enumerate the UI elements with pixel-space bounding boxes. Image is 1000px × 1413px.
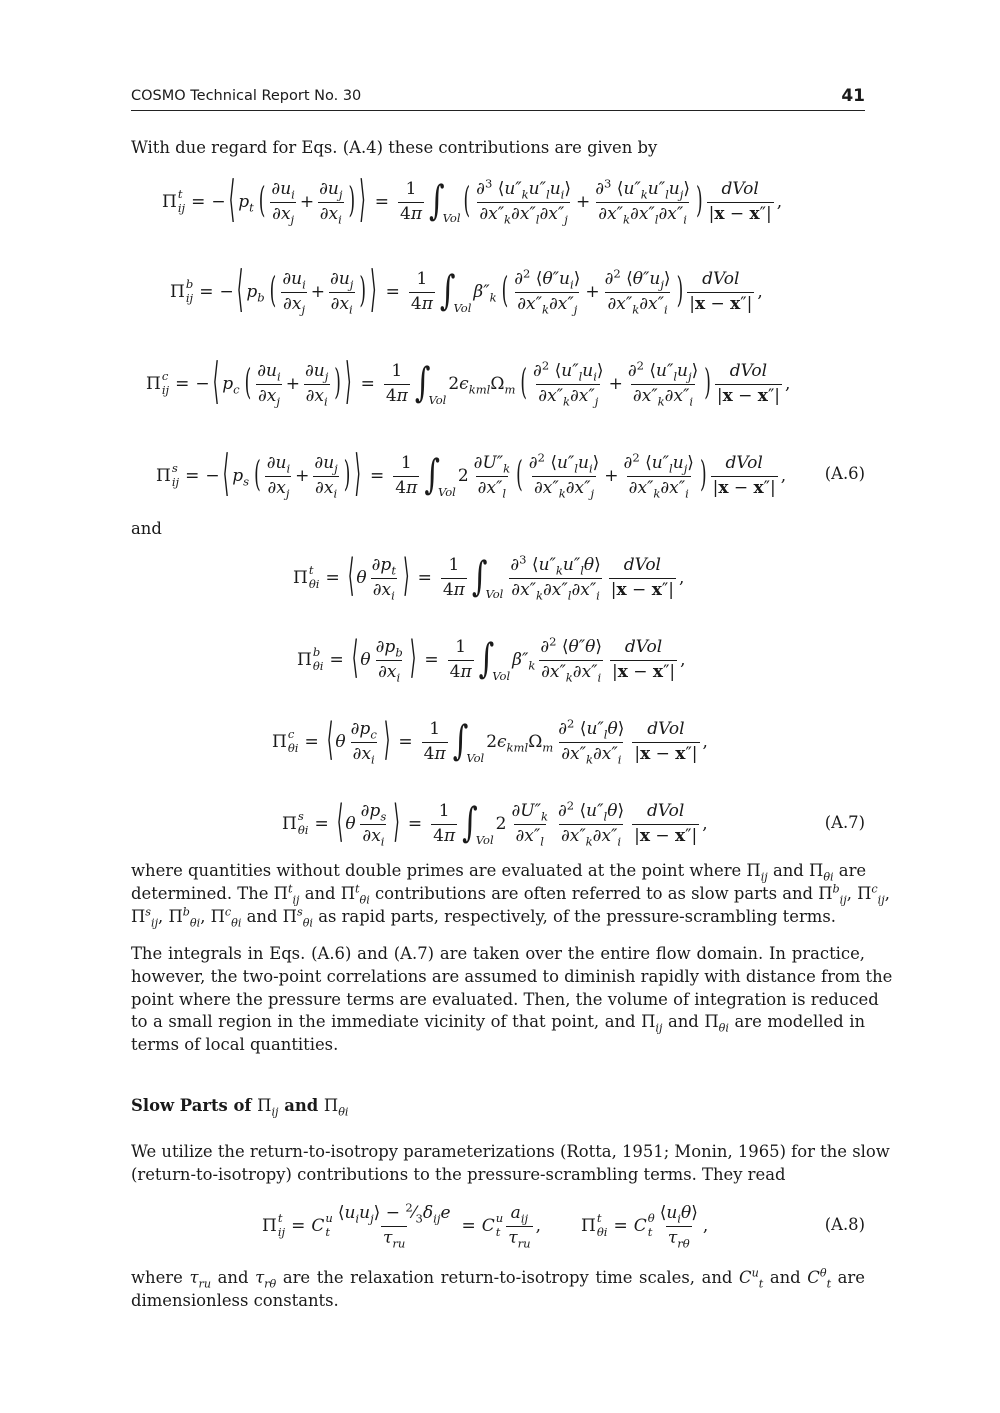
equation-number-a6: (A.6): [824, 464, 865, 483]
report-title: COSMO Technical Report No. 30: [131, 88, 362, 104]
para2-line2: however, the two-point correlations are assumed to diminish rapidly with distance from the: [131, 966, 893, 986]
connector-text: and: [131, 519, 162, 538]
equation-pi-t-theta-i: Π t θi = ⟨ θ $\partial p_t$ $\partial x_i$ ⟩ = $\frac{1}{4\pi}$ ∫ Vol ∂$^3$ $⟨u''_ku''_l\theta⟩$ $\partial x''_k\partial x''_l\partial x''_i$ dVol |x − x″| ,: [293, 550, 685, 603]
running-header: [131, 86, 865, 111]
intro-text: With due regard for Eqs. (A.4) these contributions are given by: [131, 138, 658, 157]
para3-line2: (return-to-isotropy) contributions to the pressure-scrambling terms. They read: [131, 1164, 786, 1184]
para1-line2: determined. The Π: [131, 883, 288, 903]
equation-pi-s-ij: Π s ij = − ⟨ $p_s$ ( $\partial u_i$ $\partial x_j$ + $\frac{\partial u_j}{\partial x_i}$ ) ⟩ = $\frac{1}{4\pi}$ ∫ Vol 2 $\partial U''_k$ $\partial x''_l$ ( ∂$^2$ $⟨u''_lu_i⟩$ $\partial x''_k\partial x''_j$ + ∂$^2$ $⟨u''_lu_j⟩$ $\partial x''_k\partial x''_i$ ) dVol |x − x″| ,: [156, 445, 787, 504]
section-heading: Slow Parts of $\Pi_{ij}$ and $\Pi_{\theta i}$: [131, 1096, 349, 1119]
equation-pi-c-ij: Π c ij = − ⟨ $p_c$ ( $\partial u_i$ $\partial x_j$ + $\frac{\partial u_j}{\partial x_i}$ ) ⟩ = $\frac{1}{4\pi}$ ∫ Vol $2\epsilon_{kml}\Omega_m$ ( ∂$^2$ $⟨u''_lu_i⟩$ $\partial x''_k\partial x''_j$ + ∂$^2$ $⟨u''_lu_j⟩$ $\partial x''_k\partial x''_i$ ) dVol |x − x″| ,: [146, 353, 791, 412]
equation-number-a7: (A.7): [824, 813, 865, 832]
equation-pi-b-ij: Π b ij = − ⟨ $p_b$ ( $\partial u_i$ $\partial x_j$ + $\frac{\partial u_j}{\partial x_i}$ ) ⟩ = $\frac{1}{4\pi}$ ∫ Vol $\beta''_k$ ( ∂$^2$ $⟨\theta''u_i⟩$ $\partial x''_k\partial x''_j$ + $\frac{\partial^2 ⟨\theta''u_j⟩}{\partial x''_k\partial x''_i}$ ) dVol |x − x″| ,: [170, 261, 763, 320]
para1-line1: where quantities without double primes are evaluated at the point where Π: [131, 861, 761, 880]
paragraph-integrals: The integrals in Eqs. (A.6) and (A.7) are taken over the entire flow domain. In practice, however, the two-point correlations are assumed to diminish rapidly with distance from the point where the pressure terms are evaluated. Then, the volume of integration is reduced to a small region in the immediate vicinity of that point, and $\Pi_{ij}$ and $\Pi_{\theta i}$ are modelled in terms of local quantities.: [131, 943, 865, 1057]
para2-line1: The integrals in Eqs. (A.6) and (A.7) are taken over the entire flow domain. In practice,: [131, 944, 865, 963]
equation-pi-c-theta-i: Π c θi = ⟨ θ $\partial p_c$ $\partial x_i$ ⟩ = $\frac{1}{4\pi}$ ∫ Vol $2\epsilon_{kml}\Omega_m$ ∂$^2$ $⟨u''_l\theta⟩$ $\partial x''_k\partial x''_i$ dVol |x − x″| ,: [272, 714, 708, 767]
paragraph-evaluation-point: where quantities without double primes are evaluated at the point where $\Pi_{ij}$ and $\Pi_{\theta i}$ are determined. The $\Pi^t_{ij}$ and $\Pi^t_{\theta i}$ contributions are often referred to as slow parts and $\Pi^b_{ij}$, $\Pi^c_{ij}$, $\Pi^s_{ij}$, $\Pi^b_{\theta i}$, $\Pi^c_{\theta i}$ and $\Pi^s_{\theta i}$ as rapid parts, respectively, of the pressure-scrambling terms.: [131, 861, 890, 929]
para1-line3: Π: [131, 906, 146, 926]
equation-pi-s-theta-i: Π s θi = ⟨ θ $\partial p_s$ $\partial x_i$ ⟩ = $\frac{1}{4\pi}$ ∫ Vol 2 $\partial U''_k$ $\partial x''_l$ ∂$^2$ $⟨u''_l\theta⟩$ $\partial x''_k\partial x''_i$ dVol |x − x″| ,: [282, 796, 708, 849]
para4-middle: are the relaxation return-to-isotropy time scales, and: [282, 1268, 733, 1287]
paragraph-time-scales: where $\tau_{ru}$ and $\tau_{r\theta}$ are the relaxation return-to-isotropy time scales, and $C^u_t$ and $C^\theta_t$ are dimensionless constants.: [131, 1267, 865, 1313]
equation-a8: Π t ij = C u t $⟨u_iu_j⟩$ − $^2⁄_3\delta_{ij}e$ $\tau_{ru}$ = C u t $a_{ij}$ $\tau_{ru}$ , Π t θi = C θ t $⟨u_i\theta⟩$ $\tau_{r\theta}$ ,: [262, 1200, 709, 1250]
para3-line1: We utilize the return-to-isotropy parameterizations (Rotta, 1951; Monin, 1965) for the slow: [131, 1142, 890, 1161]
para4-line2: dimensionless constants.: [131, 1290, 339, 1310]
para2-line3: point where the pressure terms are evaluated. Then, the volume of integration is reduced: [131, 989, 879, 1009]
equation-pi-t-ij: Π t ij = − ⟨ $p_t$ ( $\partial u_i$ $\partial x_j$ + $\frac{\partial u_j}{\partial x_i}$ ) ⟩ = $\frac{1}{4\pi}$ ∫ Vol ( ∂$^3$ $⟨u''_ku''_lu_i⟩$ $\partial x''_k\partial x''_l\partial x''_j$ + ∂$^3$ $⟨u''_ku''_lu_j⟩$ $\partial x''_k\partial x''_l\partial x''_i$ ) dVol |x − x″| ,: [162, 171, 783, 230]
para2-line5: terms of local quantities.: [131, 1035, 339, 1055]
para4-where: where: [131, 1268, 183, 1287]
page-number: 41: [841, 86, 865, 106]
section-heading-text: Slow Parts of: [131, 1096, 252, 1115]
equation-number-a8: (A.8): [824, 1215, 865, 1234]
equation-pi-b-theta-i: Π b θi = ⟨ θ $\partial p_b$ $\partial x_i$ ⟩ = $\frac{1}{4\pi}$ ∫ Vol $\beta''_k$ ∂$^2$ ⟨θ″θ⟩ $\partial x''_k\partial x''_i$ dVol |x − x″| ,: [297, 632, 686, 685]
paragraph-rotta: [131, 1141, 890, 1187]
para2-line4: to a small region in the immediate vicinity of that point, and Π: [131, 1012, 656, 1032]
